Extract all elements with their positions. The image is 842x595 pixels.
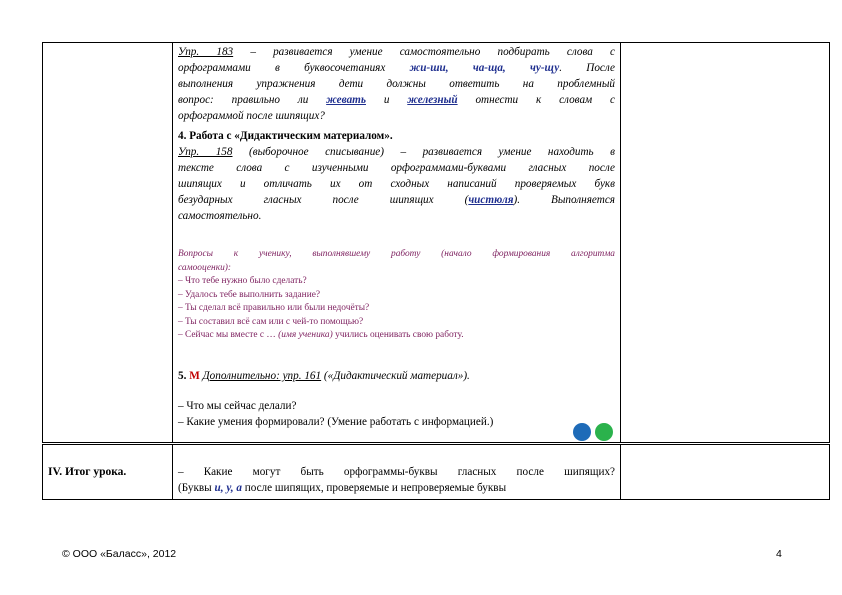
- question-item: – Сейчас мы вместе с … (имя ученика) учились оценивать свою работу.: [178, 330, 464, 340]
- extra-exercise-ref: Дополнительно: упр. 161: [202, 370, 322, 382]
- exercise-ref: Упр. 183: [178, 46, 234, 58]
- word-zhevat: жевать: [326, 94, 366, 106]
- col-divider-1: [172, 42, 173, 500]
- table-border-bottom: [42, 499, 830, 500]
- row-divider: [42, 442, 830, 445]
- didactic-material-block: 4. Работа с «Дидактическим материалом». Упр. 158 (выборочное списывание) – развивается умение находить в тексте слова с изученными орфограммами-буквами гласных после шипящих и отличать их от сходных написаний проверяемых букв безударных гласных после шипящих (чистюля). Выполняется самостоятельно.: [178, 130, 615, 222]
- exercise-ref: Упр. 158: [178, 146, 233, 158]
- word-zheleznyi: железный: [407, 94, 458, 106]
- green-circle-icon: [595, 423, 613, 441]
- letter-combos: жи-ши, ча-ща, чу-щу: [409, 62, 560, 74]
- summary-questions: – Что мы сейчас делали? – Какие умения формировали? (Умение работать с информацией.): [178, 400, 494, 428]
- section-iv-text: – Какие могут быть орфограммы-буквы гласных после шипящих? (Буквы и, у, а после шипящих, проверяемые и непроверяемые буквы: [178, 466, 615, 494]
- section-heading: 4. Работа с «Дидактическим материалом».: [178, 130, 393, 142]
- marker-m: М: [189, 370, 200, 382]
- blue-circle-icon: [573, 423, 591, 441]
- section-iv-label: IV. Итог урока.: [48, 466, 127, 478]
- question-item: – Ты составил всё сам или с чей-то помощью?: [178, 316, 364, 327]
- extra-exercise-line: 5. М Дополнительно: упр. 161 («Дидактический материал»).: [178, 370, 470, 382]
- lesson-table: [42, 42, 830, 500]
- self-assessment-questions: Вопросы к ученику, выполнявшему работу (начало формирования алгоритма самооценки): – Что тебе нужно было сделать? – Удалось тебе выполнить задание? – Ты сделал всё правильно или были недочёты? – Ты составил всё сам или с чей-то помощью? – Сейчас мы вместе с … (имя ученика) учились оценивать свою работу.: [178, 248, 615, 343]
- table-border-right: [829, 42, 830, 500]
- vowel-letters: и, у, а: [214, 482, 242, 494]
- question-item: – Ты сделал всё правильно или были недочёты?: [178, 303, 370, 313]
- question-item: – Удалось тебе выполнить задание?: [178, 289, 321, 300]
- table-border-top: [42, 42, 830, 43]
- table-border-left: [42, 42, 43, 500]
- footer-copyright: © ООО «Баласс», 2012: [62, 548, 177, 560]
- word-chistyulya: чистюля: [468, 194, 514, 206]
- page-number: 4: [776, 548, 782, 560]
- exercise-183-block: Упр. 183 – развивается умение самостоятельно подбирать слова с орфограммами в буквосочетаниях жи-ши, ча-ща, чу-щу. После выполнения упражнения дети должны ответить на проблемный вопрос: правильно ли жевать и железный отнести к словам с орфограммой после шипящих?: [178, 46, 616, 122]
- col-divider-2: [620, 42, 621, 500]
- question-item: – Что тебе нужно было сделать?: [178, 276, 307, 286]
